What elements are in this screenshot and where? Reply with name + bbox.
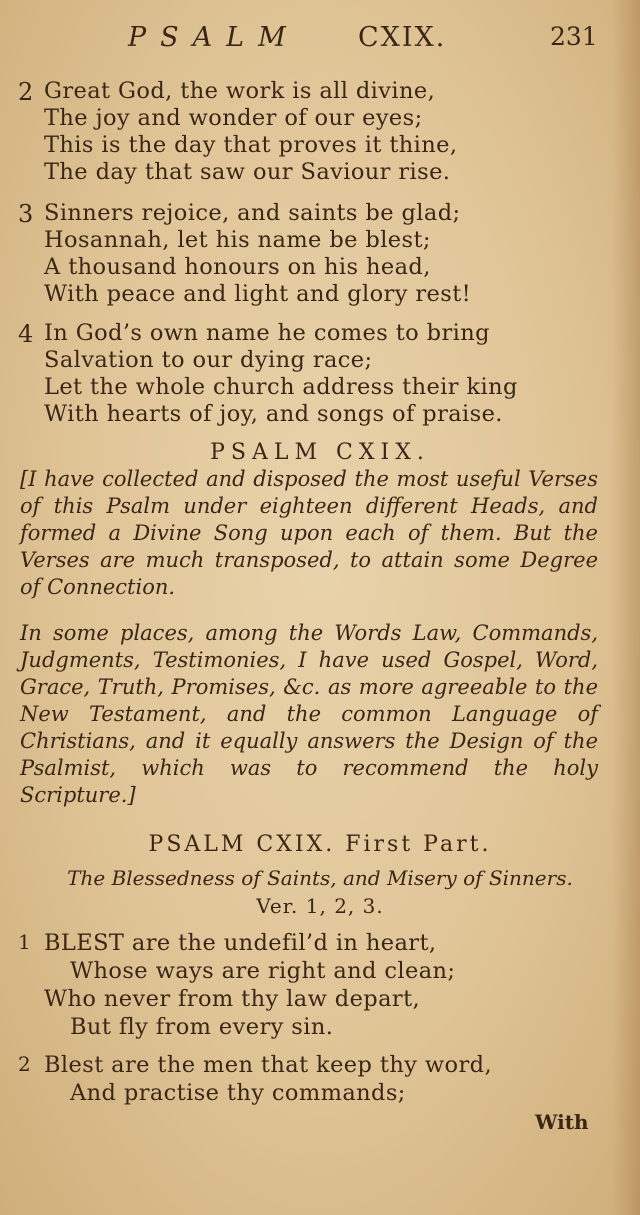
running-title: PSALM bbox=[128, 22, 300, 53]
intro-paragraph-2: In some places, among the Words Law, Commands, Judgments, Testimonies, I have used Gospel, Word, Grace, Truth, Promises, &c. as more agreeable to the New Testament, and the common Language of Christians, and it equally answers the Design of the Psalmist, which was to recommend the holy Scripture.] bbox=[20, 621, 598, 807]
verse-line: Salvation to our dying race; bbox=[44, 347, 373, 373]
verse-number: 1 bbox=[18, 930, 31, 954]
verse-line: The day that saw our Saviour rise. bbox=[44, 159, 451, 185]
verse-line: BLEST are the undefil’d in heart, bbox=[44, 930, 437, 956]
verse-reference: Ver. 1, 2, 3. bbox=[256, 894, 384, 918]
verse-line: Hosannah, let his name be blest; bbox=[44, 227, 431, 253]
running-psalm-number: CXIX. bbox=[358, 22, 447, 53]
verse-line: Blest are the men that keep thy word, bbox=[44, 1052, 492, 1078]
verse-number: 2 bbox=[18, 1052, 31, 1076]
verse-line: Great God, the work is all divine, bbox=[44, 78, 436, 104]
part-subtitle: The Blessedness of Saints, and Misery of Sinners. bbox=[67, 866, 573, 890]
verse-line: Let the whole church address their king bbox=[44, 374, 518, 400]
verse-line: The joy and wonder of our eyes; bbox=[44, 105, 423, 131]
verse-line: Sinners rejoice, and saints be glad; bbox=[44, 200, 461, 226]
page-edge-shadow bbox=[612, 0, 640, 1215]
verse-number: 3 bbox=[18, 200, 34, 228]
intro-paragraph-1: [I have collected and disposed the most useful Verses of this Psalm under eighteen different Heads, and formed a Divine Song upon each of them. But the Verses are much transposed, to attain some Degree of Connection. bbox=[20, 467, 598, 599]
verse-line: But fly from every sin. bbox=[70, 1014, 334, 1040]
verse-line: Who never from thy law depart, bbox=[44, 986, 421, 1012]
verse-line: With peace and light and glory rest! bbox=[44, 281, 472, 307]
verse-line: With hearts of joy, and songs of praise. bbox=[44, 401, 503, 427]
page-number: 231 bbox=[550, 22, 598, 51]
catchword: With bbox=[535, 1110, 589, 1134]
psalm-title: PSALM CXIX. bbox=[210, 440, 430, 465]
verse-number: 2 bbox=[18, 78, 34, 106]
part-title: PSALM CXIX. First Part. bbox=[148, 832, 492, 857]
verse-line: Whose ways are right and clean; bbox=[70, 958, 456, 984]
verse-number: 4 bbox=[18, 320, 34, 348]
verse-line: This is the day that proves it thine, bbox=[44, 132, 458, 158]
verse-line: And practise thy commands; bbox=[70, 1080, 406, 1106]
verse-line: A thousand honours on his head, bbox=[44, 254, 431, 280]
verse-line: In God’s own name he comes to bring bbox=[44, 320, 490, 346]
page-header bbox=[120, 22, 620, 62]
